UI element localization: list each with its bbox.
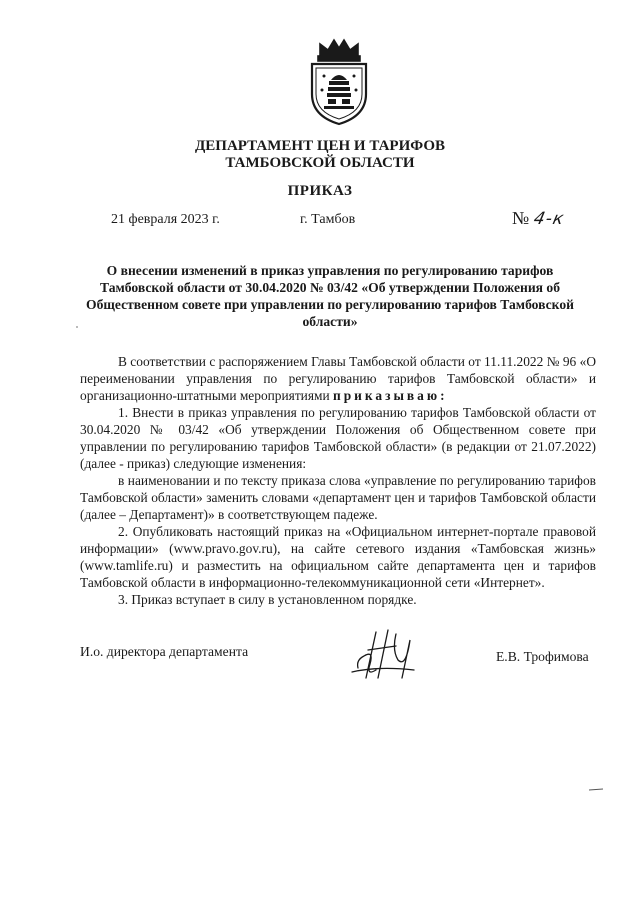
handwritten-number: 4-к	[531, 209, 567, 229]
number-sign: №	[512, 208, 530, 228]
signatory-name: Е.В. Трофимова	[496, 649, 589, 664]
paragraph-item-2: 2. Опубликовать настоящий приказ на «Официальном интернет-портале правовой информации» (www.pravo.gov.ru), на сайте сетевого издания «Тамбовская жизнь» (www.tamlife.ru) и разместить на официальном сайте департамента цен и тарифов Тамбовской области в информационно-телекоммуникационной сети «Интернет».	[80, 524, 596, 590]
paragraph-item-3: 3. Приказ вступает в силу в установленном порядке.	[118, 592, 417, 607]
paragraph-change: в наименовании и по тексту приказа слова «управление по регулированию тарифов Тамбовской области» заменить словами «департамент цен и тарифов Тамбовской области (далее – Департамент)» в соответствующем падеже.	[80, 473, 596, 522]
scan-speck	[76, 326, 78, 328]
paragraph-preamble	[80, 353, 596, 404]
decree-word: приказываю:	[333, 388, 448, 403]
department-title-line2: ТАМБОВСКОЙ ОБЛАСТИ	[225, 155, 415, 171]
document-body	[80, 353, 596, 608]
document-subject: О внесении изменений в приказ управления по регулированию тарифов Тамбовской области от 30.04.2020 № 03/42 «Об утверждении Положения об Общественном совете при управлении по регулированию тарифов Тамбовской области»	[86, 263, 574, 329]
document-type-title: ПРИКАЗ	[287, 183, 353, 199]
handwritten-signature	[348, 620, 420, 682]
document-city: г. Тамбов	[300, 212, 356, 227]
scan-mark	[588, 786, 604, 792]
document-number	[512, 208, 567, 229]
department-title-line1: ДЕПАРТАМЕНТ ЦЕН И ТАРИФОВ	[194, 138, 445, 154]
coat-of-arms-emblem	[298, 36, 380, 126]
preamble-text: В соответствии с распоряжением Главы Тамбовской области от 11.11.2022 № 96 «О переименовании управления по регулированию тарифов Тамбовской области» и организационно-штатными мероприятиями	[80, 354, 596, 403]
paragraph-item-1: 1. Внести в приказ управления по регулированию тарифов Тамбовской области от 30.04.2020 № 03/42 «Об утверждении Положения об Общественном совете при управлении по регулированию тарифов Тамбовской области» (в редакции от 21.07.2022) (далее - приказ) следующие изменения:	[80, 405, 596, 471]
document-date: 21 февраля 2023 г.	[111, 212, 220, 227]
signatory-position: И.о. директора департамента	[80, 644, 249, 659]
